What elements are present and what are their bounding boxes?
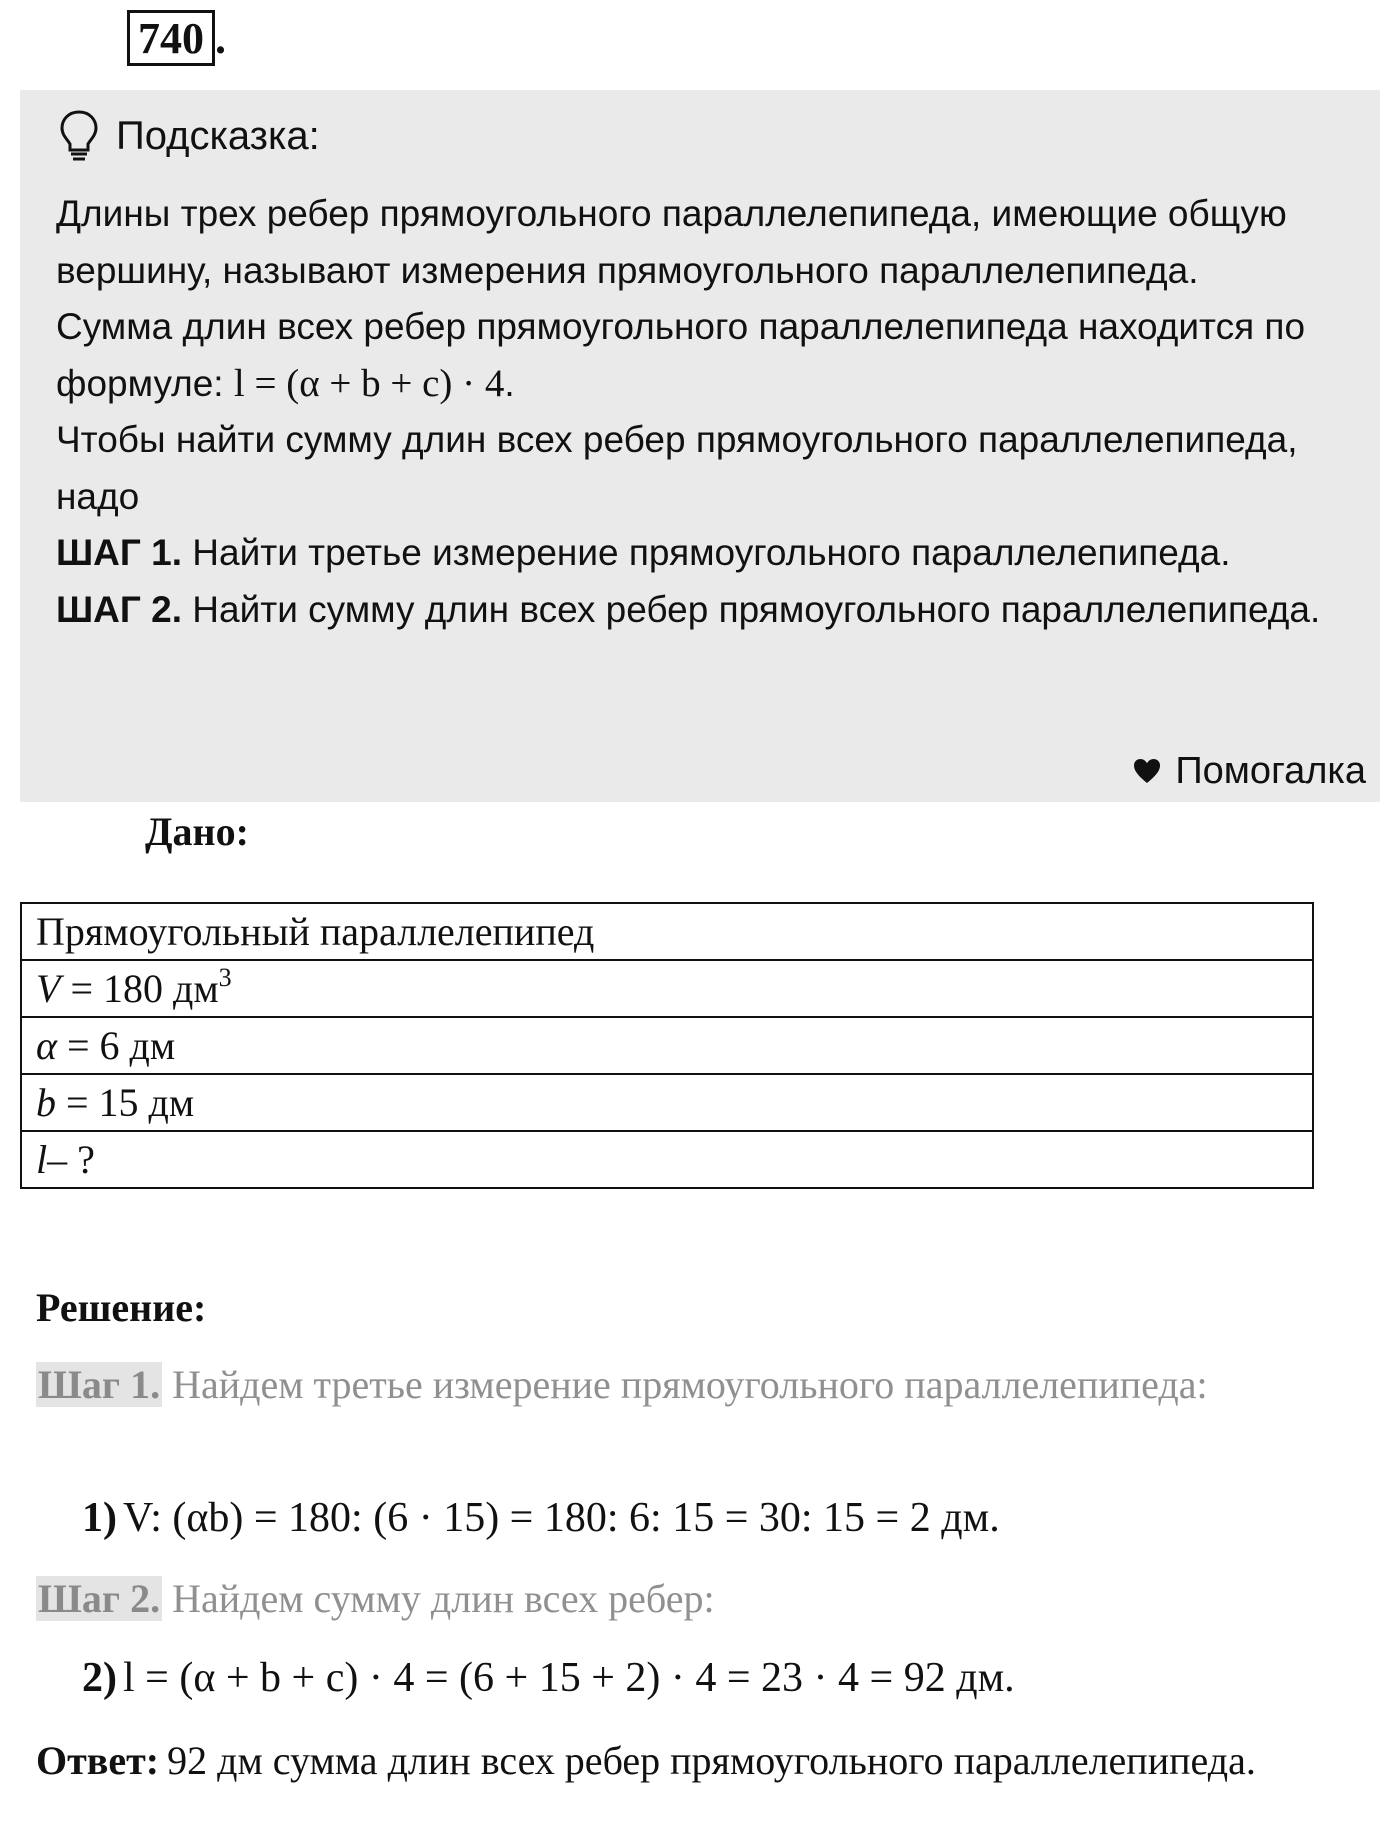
hint-header (36, 108, 1364, 164)
heart-icon (1133, 758, 1161, 784)
calculation-1-number: 1) (82, 1495, 117, 1541)
l-value: – ? (47, 1137, 95, 1182)
calculation-1 (82, 1488, 1000, 1548)
hint-paragraph-1: Длины трех ребер прямоугольного параллелепипеда, имеющие общую вершину, называют измерения прямоугольного параллелепипеда. (56, 193, 1287, 291)
given-row (21, 1074, 1313, 1131)
given-row (21, 903, 1313, 960)
calculation-2-expression: l = (α + b + c) · 4 = (6 + 15 + 2) · 4 = 23 · 4 = 92 дм. (123, 1655, 1015, 1701)
given-table (20, 902, 1314, 1189)
task-number-suffix: . (215, 14, 226, 63)
answer (36, 1732, 1356, 1790)
given-cell-a (21, 1017, 1313, 1074)
calculation-2-number: 2) (82, 1655, 117, 1701)
a-value: = 6 дм (57, 1023, 176, 1068)
hint-step-2 (56, 582, 1364, 639)
volume-exponent: 3 (218, 963, 232, 992)
solution-step-2-tag: Шаг 2. (38, 1576, 161, 1621)
given-cell-shape: Прямоугольный параллелепипед (21, 903, 1313, 960)
solution-step-1-tag: Шаг 1. (38, 1362, 161, 1407)
b-value: = 15 дм (56, 1080, 195, 1125)
hint-step-2-label: ШАГ 2. (56, 588, 183, 630)
solution-title: Решение: (36, 1285, 207, 1330)
volume-variable: V (36, 966, 61, 1011)
task-number-box (127, 10, 215, 66)
hint-title: Подсказка: (116, 114, 320, 158)
a-variable: α (36, 1023, 57, 1068)
calculation-1-expression: V: (αb) = 180: (6 · 15) = 180: 6: 15 = 30: 15 = 2 дм. (123, 1495, 1000, 1541)
hint-text (36, 186, 1364, 638)
hint-paragraph-2-text: Сумма длин всех ребер прямоугольного параллелепипеда находится по формуле: (56, 306, 1306, 404)
given-row (21, 1017, 1313, 1074)
solution-step-1-text: Найдем третье измерение прямоугольного параллелепипеда: (162, 1362, 1208, 1407)
task-number (127, 10, 226, 66)
hint-footer[interactable] (1133, 746, 1366, 796)
hint-step-1-text: Найти третье измерение прямоугольного параллелепипеда. (182, 532, 1231, 573)
given-title: Дано: (145, 809, 249, 854)
calculation-2 (82, 1648, 1015, 1708)
l-variable: l (36, 1137, 48, 1182)
task-number-value: 740 (138, 14, 204, 63)
given-row (21, 1131, 1313, 1188)
solution-step-2 (36, 1570, 1356, 1628)
solution-step-2-text: Найдем сумму длин всех ребер: (162, 1576, 715, 1621)
b-variable: b (36, 1080, 56, 1125)
hint-panel (20, 90, 1380, 802)
hint-step-1-label: ШАГ 1. (56, 532, 183, 573)
hint-paragraph-3: Чтобы найти сумму длин всех ребер прямоугольного параллелепипеда, надо (56, 419, 1298, 517)
lightbulb-icon (58, 109, 100, 163)
given-cell-b (21, 1074, 1313, 1131)
helper-brand-label: Помогалка (1175, 750, 1366, 792)
given-row (21, 960, 1313, 1017)
volume-value: = 180 дм (60, 966, 219, 1011)
hint-step-2-text: Найти сумму длин всех ребер прямоугольного параллелепипеда. (182, 588, 1321, 630)
hint-step-1 (56, 525, 1364, 582)
hint-paragraph-2-end: . (504, 362, 515, 404)
given-cell-volume (21, 960, 1313, 1017)
given-cell-l (21, 1131, 1313, 1188)
solution-step-1 (36, 1356, 1356, 1414)
answer-label: Ответ: (36, 1738, 160, 1783)
hint-formula: l = (α + b + c) · 4 (233, 361, 505, 405)
hint-paragraph-2 (56, 299, 1364, 412)
answer-text: 92 дм сумма длин всех ребер прямоугольного параллелепипеда. (167, 1738, 1256, 1783)
